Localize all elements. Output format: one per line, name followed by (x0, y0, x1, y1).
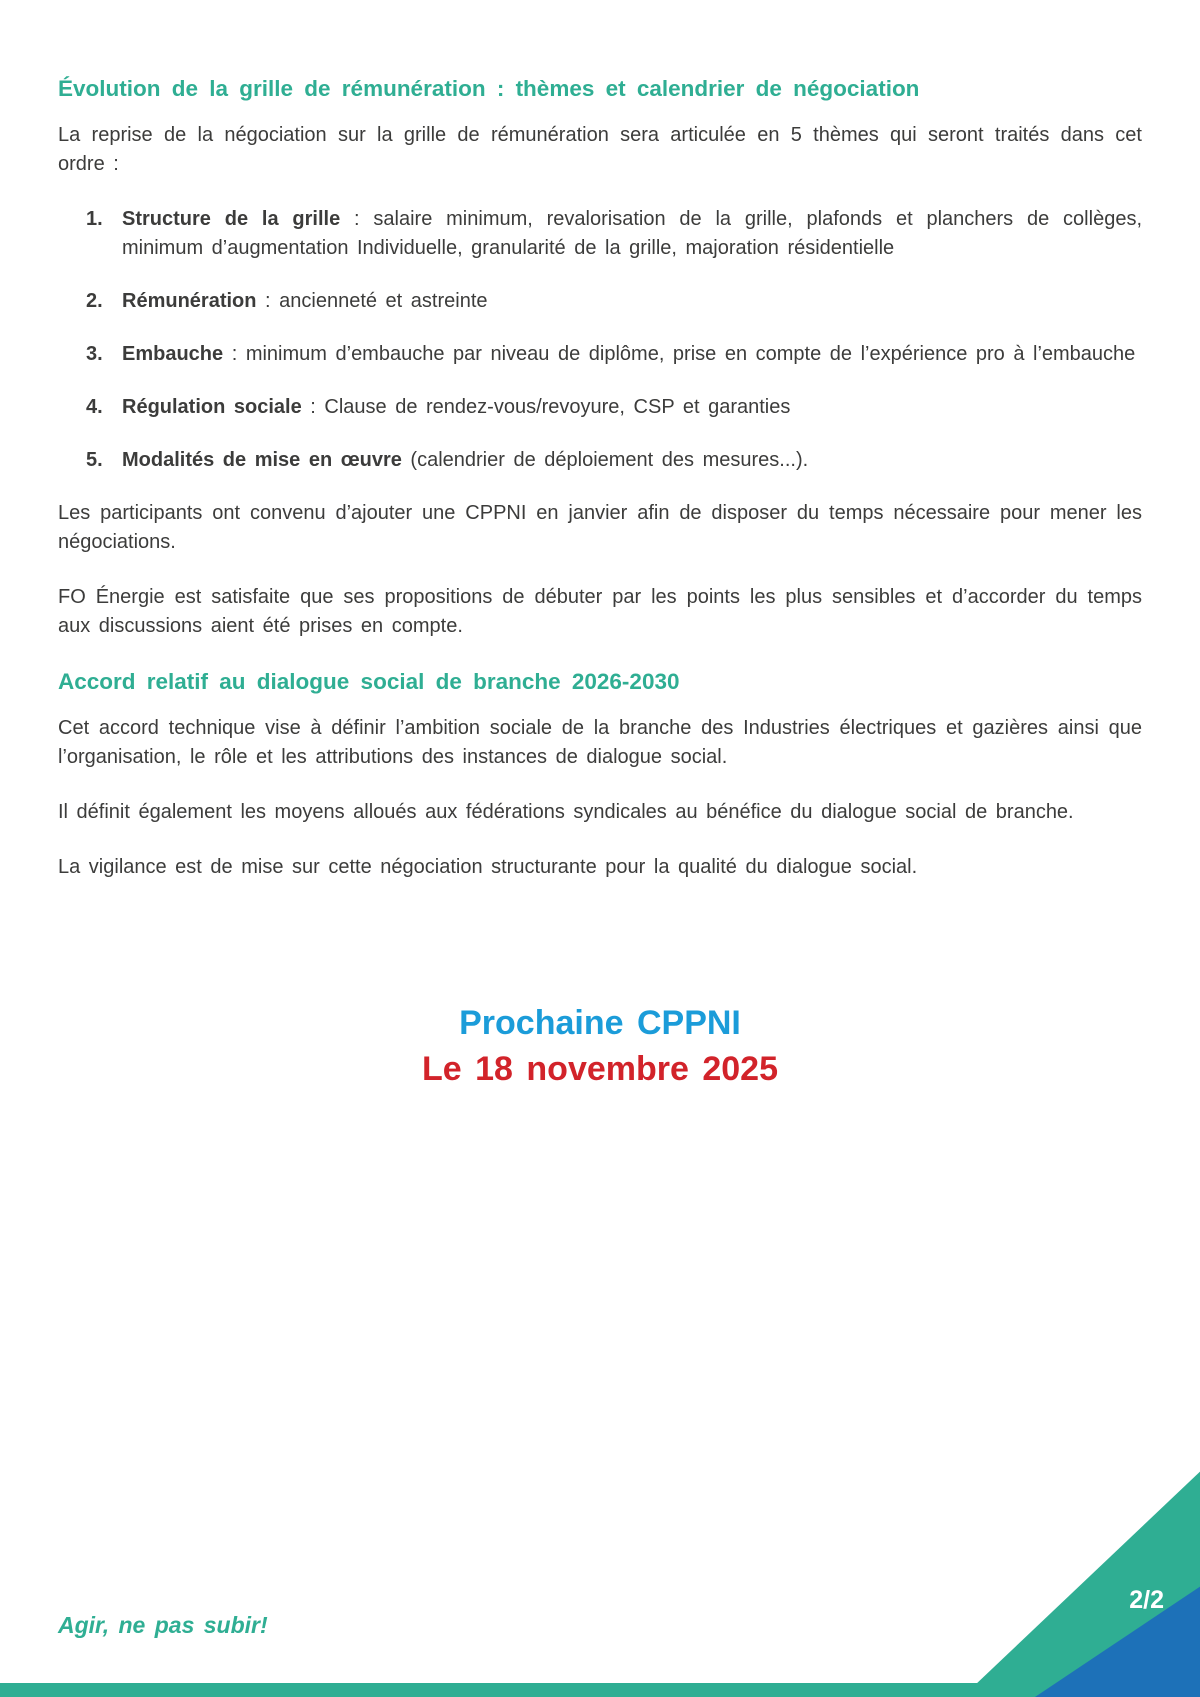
item-text (122, 393, 790, 422)
paragraph-fo-energie: FO Énergie est satisfaite que ses propositions de débuter par les points les plus sensibles et d’accorder du temps aux discussions aient été prises en compte. (58, 586, 1142, 637)
item-text (122, 340, 1135, 369)
next-meeting-announcement (58, 1000, 1142, 1092)
item-rest: : Clause de rendez-vous/revoyure, CSP et garanties (301, 396, 791, 418)
item-lead: Embauche (122, 343, 224, 365)
item-lead: Modalités de mise en œuvre (122, 449, 402, 471)
section-heading-remuneration: Évolution de la grille de rémunération : thèmes et calendrier de négociation (58, 76, 920, 101)
item-rest: : ancienneté et astreinte (256, 290, 488, 312)
item-number: 2. (86, 290, 103, 312)
item-number: 5. (86, 449, 103, 471)
footer-slogan: Agir, ne pas subir! (58, 1612, 268, 1638)
item-text (122, 446, 808, 475)
item-text (122, 205, 1142, 263)
list-item (86, 205, 1142, 263)
item-number: 1. (86, 208, 103, 230)
item-lead: Rémunération (122, 290, 257, 312)
item-number: 3. (86, 343, 103, 365)
item-rest: : minimum d’embauche par niveau de diplôme, prise en compte de l’expérience pro à l’embauche (223, 343, 1136, 365)
intro-paragraph: La reprise de la négociation sur la grille de rémunération sera articulée en 5 thèmes qui seront traités dans cet ordre : (58, 124, 1142, 175)
list-item (86, 340, 1142, 369)
list-item (86, 393, 1142, 422)
item-number: 4. (86, 396, 103, 418)
item-text (122, 287, 488, 316)
section-heading-accord: Accord relatif au dialogue social de branche 2026-2030 (58, 669, 680, 694)
paragraph-accord-2: Il définit également les moyens alloués aux fédérations syndicales au bénéfice du dialogue social de branche. (58, 801, 1074, 823)
item-rest: (calendrier de déploiement des mesures...). (401, 449, 809, 471)
paragraph-accord-1: Cet accord technique vise à définir l’ambition sociale de la branche des Industries électriques et gazières ainsi que l’organisation, le rôle et les attributions des instances de dialogue social. (58, 717, 1142, 768)
negotiation-themes-list (86, 205, 1142, 475)
announcement-date: Le 18 novembre 2025 (422, 1050, 778, 1088)
item-lead: Structure de la grille (122, 208, 341, 230)
paragraph-accord-3: La vigilance est de mise sur cette négociation structurante pour la qualité du dialogue social. (58, 856, 918, 878)
announcement-title: Prochaine CPPNI (459, 1004, 741, 1042)
corner-decoration (870, 1467, 1200, 1697)
list-item (86, 446, 1142, 475)
list-item (86, 287, 1142, 316)
page-number-badge: 2/2 (1129, 1586, 1164, 1614)
paragraph-cppni-january: Les participants ont convenu d’ajouter une CPPNI en janvier afin de disposer du temps nécessaire pour mener les négociations. (58, 502, 1142, 553)
item-rest: : salaire minimum, revalorisation de la grille, plafonds et planchers de collèges, minimum d’augmentation Individuelle, granularité de la grille, majoration résidentielle (122, 208, 1142, 259)
item-lead: Régulation sociale (122, 396, 302, 418)
